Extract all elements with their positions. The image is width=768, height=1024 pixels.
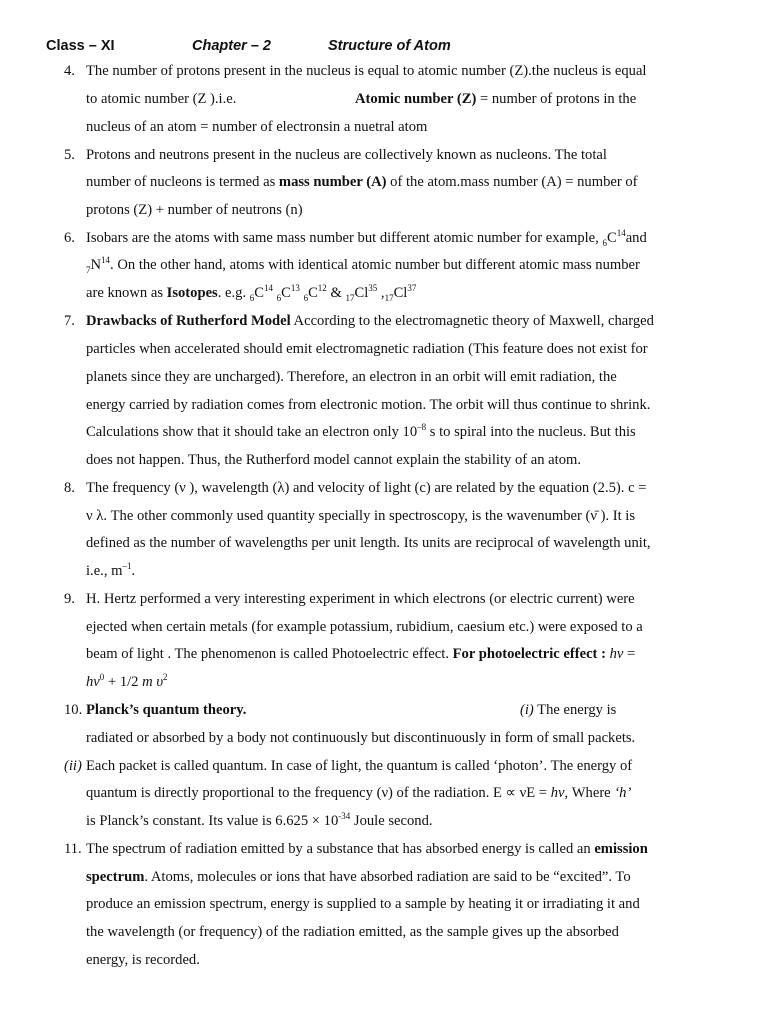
paragraph-line: does not happen. Thus, the Rutherford model cannot explain the stability of an atom. xyxy=(86,452,581,468)
paragraph-line: particles when accelerated should emit electromagnetic radiation (This feature does not exist for xyxy=(86,341,648,357)
paragraph-line: nucleus of an atom = number of electronsin a nuetral atom xyxy=(86,119,428,135)
paragraph-line: quantum is directly proportional to the frequency (ν) of the radiation. E ∝ νE = hν, Where ‘h’ xyxy=(86,785,632,801)
item-number: 11. xyxy=(64,841,82,857)
item-sub-number: (ii) xyxy=(64,758,82,774)
paragraph-line: The number of protons present in the nucleus is equal to atomic number (Z).the nucleus is equal xyxy=(86,63,647,79)
paragraph-line: is Planck’s constant. Its value is $6.625 \times 10^{-34}$ Joule second. xyxy=(86,811,433,829)
paragraph-line: $h\nu^0 + 1/2$ m $\upsilon^2$ xyxy=(86,672,168,690)
class-label: Class – XI xyxy=(46,38,115,54)
item-number: 5. xyxy=(64,147,75,163)
paragraph-line: protons (Z) + number of neutrons (n) xyxy=(86,202,303,218)
paragraph-line: Calculations show that it should take an electron only $10^{-8}$ s to spiral into the nucleus. But this xyxy=(86,422,636,440)
chapter-label: Chapter – 2 xyxy=(192,38,271,54)
paragraph-line: The frequency (ν ), wavelength (λ) and velocity of light (c) are related by the equation (2.5). c = xyxy=(86,480,647,496)
item-number: 8. xyxy=(64,480,75,496)
item-number: 7. xyxy=(64,313,75,329)
paragraph-line: The spectrum of radiation emitted by a substance that has absorbed energy is called an emission xyxy=(86,841,648,857)
paragraph-line: radiated or absorbed by a body not continuously but discontinuously in form of small packets. xyxy=(86,730,636,746)
paragraph-line: energy, is recorded. xyxy=(86,952,200,968)
paragraph-line: Protons and neutrons present in the nucleus are collectively known as nucleons. The total xyxy=(86,147,607,163)
paragraph-line: H. Hertz performed a very interesting experiment in which electrons (or electric current) were xyxy=(86,591,635,607)
item-number: 4. xyxy=(64,63,75,79)
section-title: Planck’s quantum theory. xyxy=(86,702,247,718)
paragraph-line: are known as Isotopes. e.g. $_6C^{14}$ $_6C^{13}$ $_6C^{12}$ & $_{17}Cl^{35}$ $,_{17}Cl^{37}$ xyxy=(86,283,417,303)
paragraph-line: ejected when certain metals (for example potassium, rubidium, caesium etc.) were exposed to a xyxy=(86,619,643,635)
paragraph-line: planets since they are uncharged). Therefore, an electron in an orbit will emit radiation, the xyxy=(86,369,617,385)
paragraph-line: defined as the number of wavelengths per unit length. Its units are reciprocal of wavelength unit, xyxy=(86,535,651,551)
paragraph-line: ν λ. The other commonly used quantity specially in spectroscopy, is the wavenumber (ν̄ ). It is xyxy=(86,508,636,524)
topic-title: Structure of Atom xyxy=(328,38,451,54)
paragraph-line: (i) The energy is xyxy=(520,702,617,718)
paragraph-line: produce an emission spectrum, energy is supplied to a sample by heating it or irradiating it and xyxy=(86,896,640,912)
paragraph-line: $_7N^{14}$. On the other hand, atoms with identical atomic number but different atomic mass number xyxy=(86,255,640,275)
paragraph-line: Each packet is called quantum. In case of light, the quantum is called ‘photon’. The energy of xyxy=(86,758,633,774)
paragraph-line: Drawbacks of Rutherford Model According to the electromagnetic theory of Maxwell, charged xyxy=(86,313,654,329)
paragraph-line: the wavelength (or frequency) of the radiation emitted, as the sample gives up the absorbed xyxy=(86,924,619,940)
item-number: 10. xyxy=(64,702,83,718)
paragraph-line: Isobars are the atoms with same mass number but different atomic number for example, $_6C^{14}and$ xyxy=(86,228,647,248)
paragraph-line: energy carried by radiation comes from electronic motion. The orbit will thus continue to shrink. xyxy=(86,397,651,413)
paragraph-line: i.e., $m^{-1}$. xyxy=(86,561,136,579)
paragraph-line: to atomic number (Z ).i.e. xyxy=(86,91,237,107)
item-number: 9. xyxy=(64,591,75,607)
paragraph-line: spectrum. Atoms, molecules or ions that have absorbed radiation are said to be “excited”. To xyxy=(86,869,631,885)
paragraph-line: number of nucleons is termed as mass number (A) of the atom.mass number (A) = number of xyxy=(86,174,638,190)
item-number: 6. xyxy=(64,230,75,246)
paragraph-line: beam of light . The phenomenon is called Photoelectric effect. For photoelectric effect : hν = xyxy=(86,646,636,662)
paragraph-line: Atomic number (Z) = number of protons in the xyxy=(355,91,637,107)
